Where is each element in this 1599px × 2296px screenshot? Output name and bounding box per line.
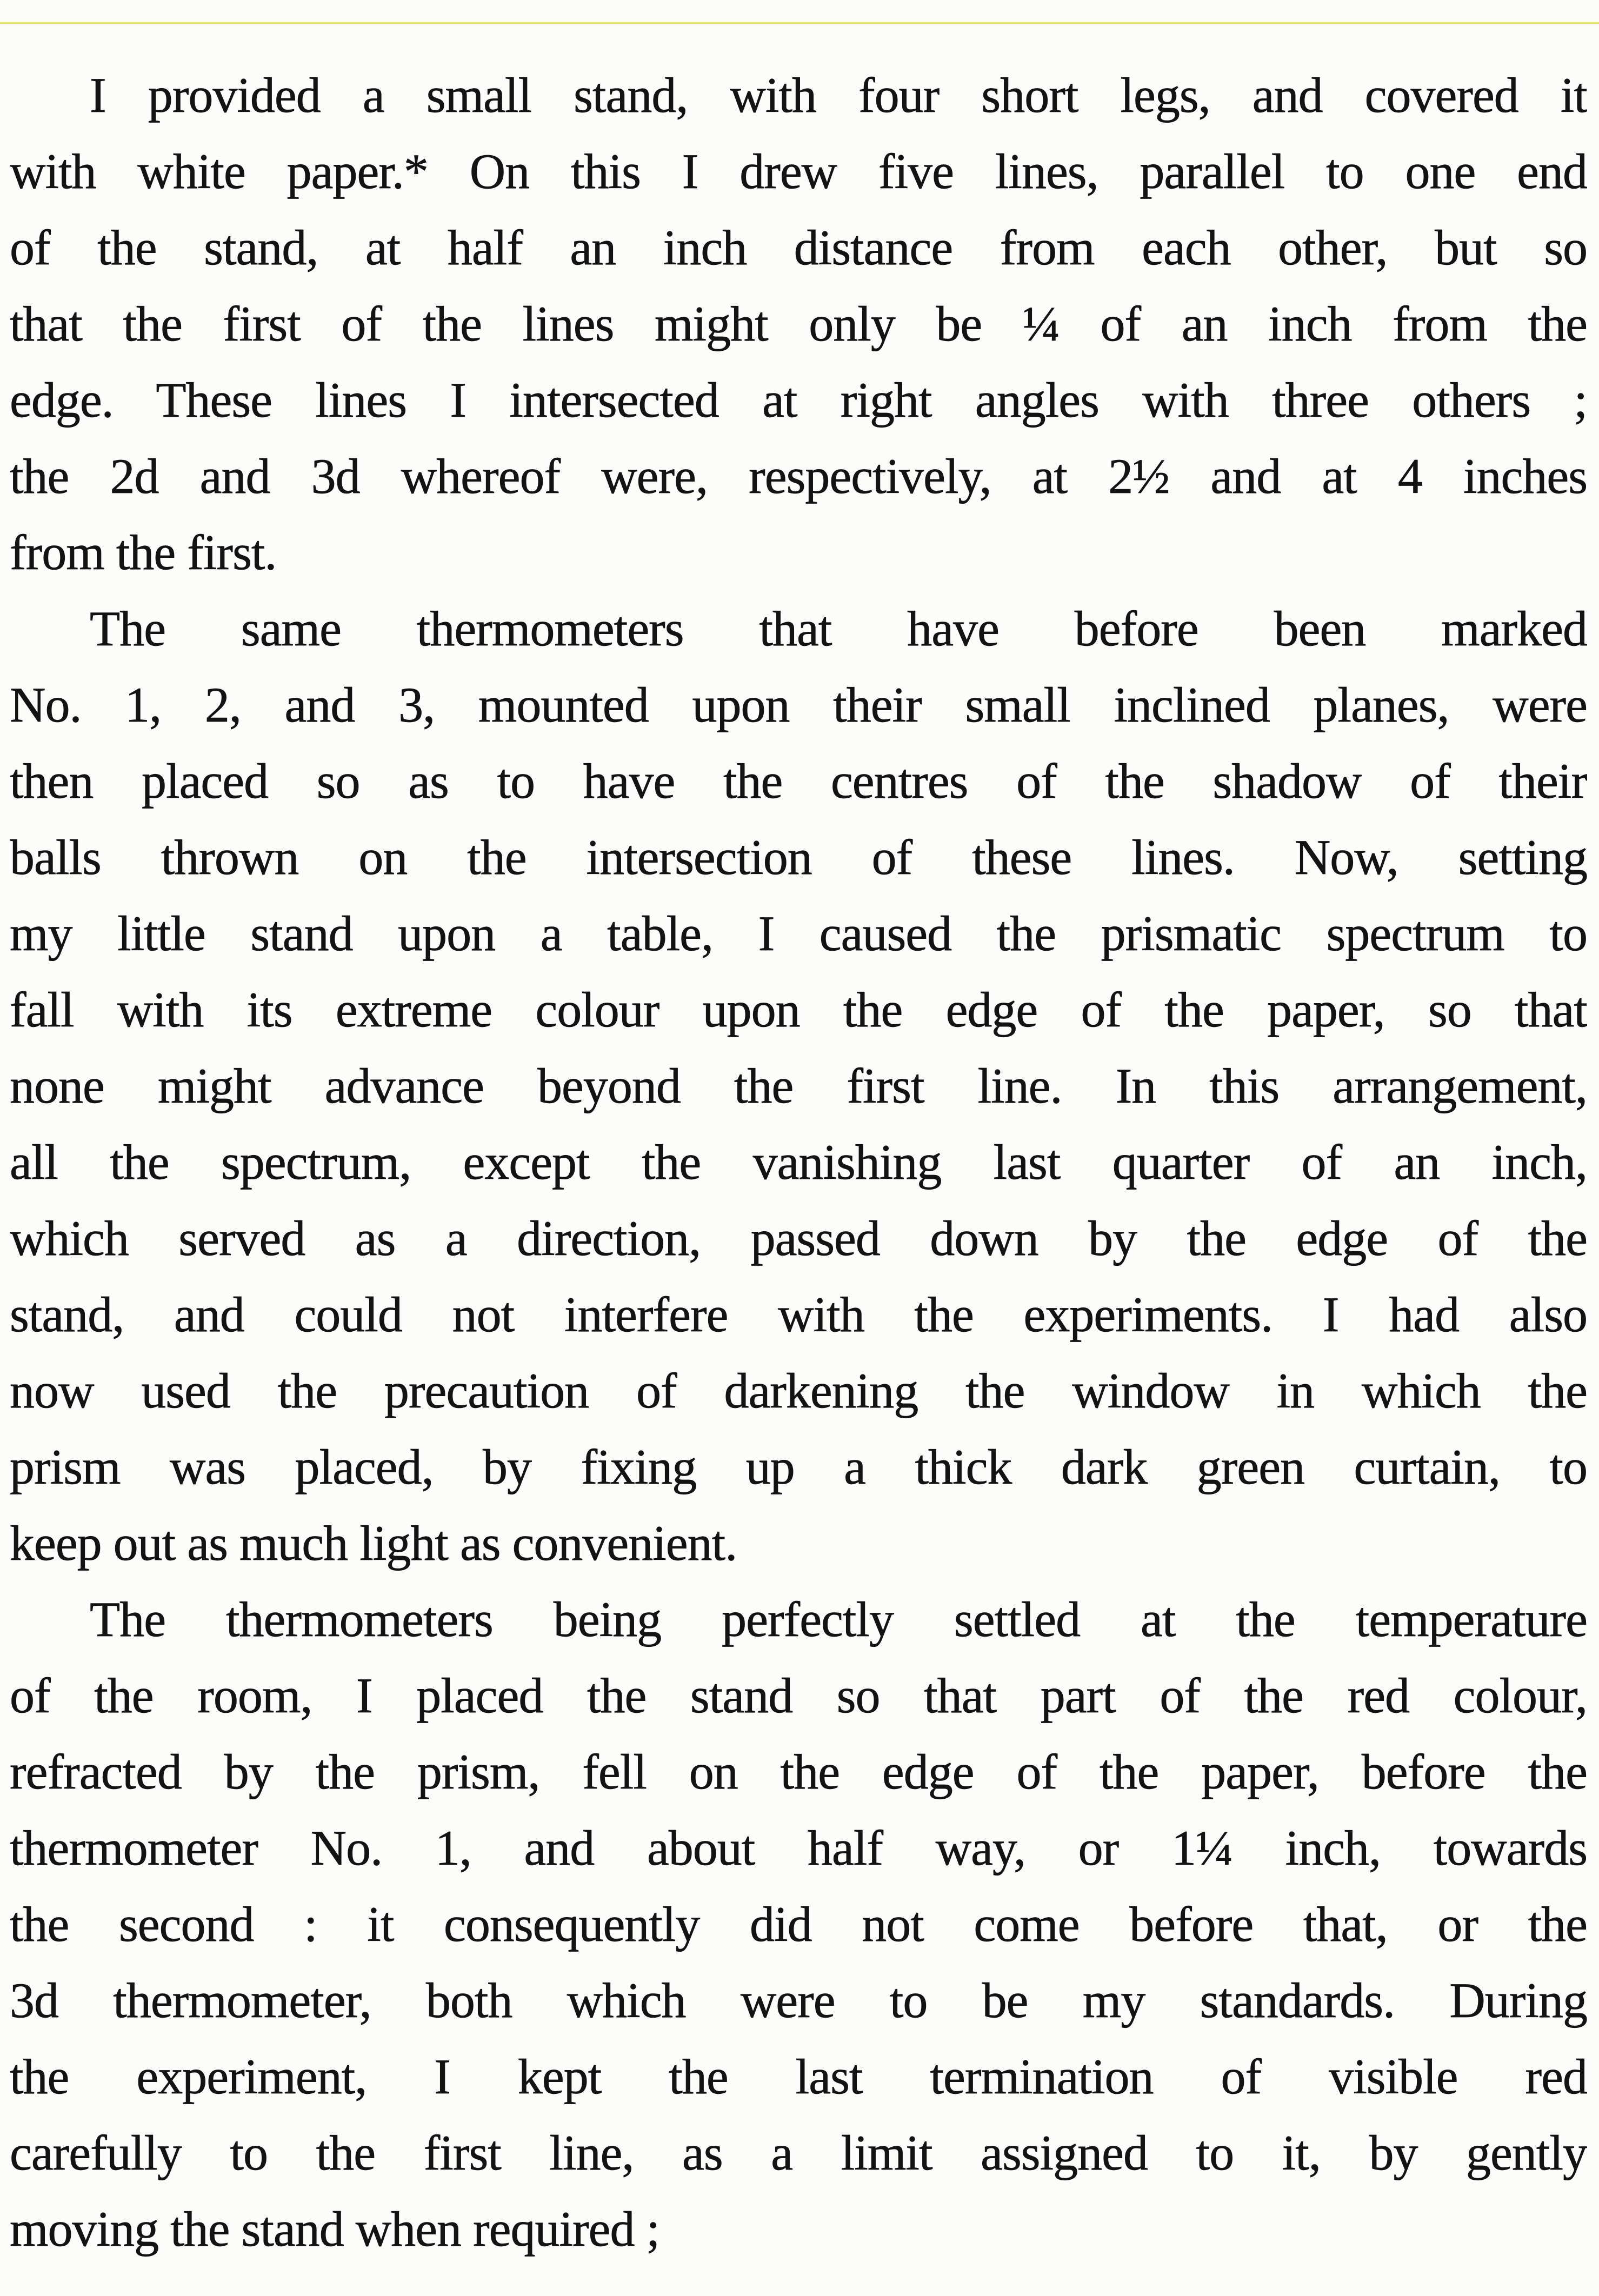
text-line: I provided a small stand, with four short legs, and covered it (90, 68, 1587, 123)
text-line: balls thrown on the intersection of these lines. Now, setting (10, 830, 1587, 885)
text-line: from the first. (10, 525, 277, 580)
text-line: thermometer No. 1, and about half way, or 1¼ inch, towards (10, 1820, 1587, 1875)
text-line: the experiment, I kept the last termination of visible red (10, 2049, 1587, 2104)
text-line: prism was placed, by fixing up a thick dark green curtain, to (10, 1439, 1587, 1494)
text-line: stand, and could not interfere with the experiments. I had also (10, 1287, 1587, 1342)
text-line: all the spectrum, except the vanishing last quarter of an inch, (10, 1134, 1587, 1190)
text-line: moving the stand when required ; (10, 2201, 660, 2257)
text-line: now used the precaution of darkening the window in which the (10, 1363, 1587, 1418)
text-line: refracted by the prism, fell on the edge of the paper, before the (10, 1744, 1587, 1799)
text-line: none might advance beyond the first line. In this arrangement, (10, 1058, 1587, 1113)
text-line: of the stand, at half an inch distance from each other, but so (10, 220, 1587, 275)
text-line: The thermometers being perfectly settled at the temperature (90, 1592, 1587, 1647)
text-line: The same thermometers that have before been marked (90, 601, 1587, 656)
text-line: No. 1, 2, and 3, mounted upon their small inclined planes, were (10, 677, 1587, 732)
scan-top-rule (0, 22, 1599, 24)
text-line: then placed so as to have the centres of the shadow of their (10, 753, 1587, 809)
text-line: carefully to the first line, as a limit assigned to it, by gently (10, 2125, 1587, 2180)
text-line: my little stand upon a table, I caused the prismatic spectrum to (10, 906, 1587, 961)
text-line: of the room, I placed the stand so that part of the red colour, (10, 1668, 1587, 1723)
text-line: fall with its extreme colour upon the edge of the paper, so that (10, 982, 1587, 1037)
text-line: 3d thermometer, both which were to be my standards. During (10, 1973, 1587, 2028)
text-line: that the first of the lines might only be ¼ of an inch from the (10, 296, 1587, 351)
text-line: the 2d and 3d whereof were, respectively, at 2½ and at 4 inches (10, 449, 1587, 504)
text-block (10, 57, 1587, 2267)
text-line: edge. These lines I intersected at right angles with three others ; (10, 372, 1587, 428)
text-line: the second : it consequently did not come before that, or the (10, 1897, 1587, 1952)
text-line: with white paper.* On this I drew five lines, parallel to one end (10, 144, 1587, 199)
text-line: which served as a direction, passed down by the edge of the (10, 1211, 1587, 1266)
text-line: keep out as much light as convenient. (10, 1516, 737, 1571)
